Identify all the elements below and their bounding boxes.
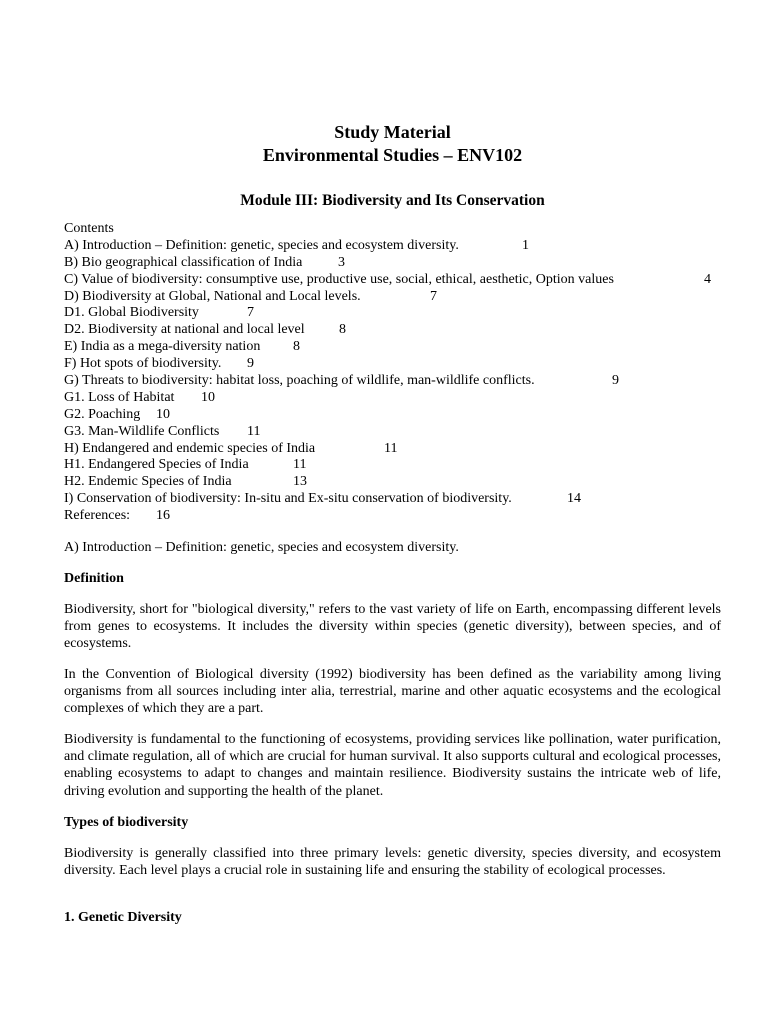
toc-item [64,491,721,508]
toc-item-page: 9 [612,373,619,389]
genetic-diversity-heading: 1. Genetic Diversity [64,910,182,925]
course-title: Environmental Studies – ENV102 [262,145,523,165]
toc-item-text: H1. Endangered Species of India [64,457,249,473]
toc-item-page: 11 [247,423,261,439]
toc-item [64,508,721,525]
toc-item [64,255,721,272]
toc-item-page: 7 [430,288,437,304]
definition-heading: Definition [64,571,124,586]
toc-item [64,238,721,255]
toc-item-page: 8 [293,339,300,355]
toc-item-text: I) Conservation of biodiversity: In-situ and Ex-situ conservation of biodiversity. [64,491,512,507]
toc-item [64,322,721,339]
toc-item [64,305,721,322]
toc-item-page: 9 [247,356,254,372]
toc-item-text: H2. Endemic Species of India [64,474,232,490]
toc-item-page: 13 [293,474,307,490]
toc-item-text: H) Endangered and endemic species of India [64,440,316,456]
toc-item [64,390,721,407]
toc-item-page: 11 [293,457,307,473]
toc-item [64,339,721,356]
toc-item-page: 10 [201,389,215,405]
toc-item-text: F) Hot spots of biodiversity. [64,356,222,372]
types-of-biodiversity-heading: Types of biodiversity [64,815,189,830]
toc-item-text: E) India as a mega-diversity nation [64,339,261,355]
toc-item-page: 16 [156,508,170,524]
toc-item-text: D1. Global Biodiversity [64,305,199,321]
paragraph-biodiversity-levels: Biodiversity is generally classified into three primary levels: genetic diversity, species diversity, and ecosystem diversity. Each level plays a crucial role in sustaining life and ensuring the stability of ecological processes. [64,846,721,879]
paragraph-biodiversity-importance: Biodiversity is fundamental to the functioning of ecosystems, providing services like pollination, water purification, and climate regulation, all of which are crucial for human survival. It also supports cultural and ecological processes, enabling ecosystems to adapt to changes and maintain resilience. Biodiversity sustains the intricate web of life, driving evolution and supporting the health of the planet. [64,732,721,799]
paragraph-biodiversity-definition: Biodiversity, short for "biological diversity," refers to the vast variety of life on Earth, encompassing different levels from genes to ecosystems. It includes the diversity within species (genetic diversity), between species, and of ecosystems. [64,602,721,652]
document-title: Study Material [334,122,451,142]
toc-item-text: D) Biodiversity at Global, National and Local levels. [64,288,361,304]
module-title: Module III: Biodiversity and Its Conservation [240,192,545,209]
toc-item [64,424,721,441]
toc-item [64,373,721,390]
toc-item [64,289,721,306]
toc-item-text: B) Bio geographical classification of India [64,254,303,270]
toc-item-text: References: [64,508,131,524]
paragraph-convention-definition: In the Convention of Biological diversity (1992) biodiversity has been defined as the variability among living organisms from all sources including inter alia, terrestrial, marine and other aquatic ecosystems and the ecological complexes of which they are a part. [64,667,721,717]
toc-item-page: 1 [522,237,529,253]
toc-item-page: 10 [156,406,170,422]
toc-item [64,356,721,373]
toc-item-page: 8 [339,322,346,338]
toc-item-text: G) Threats to biodiversity: habitat loss, poaching of wildlife, man-wildlife conflicts. [64,373,535,389]
toc-item [64,272,721,289]
toc-item-text: D2. Biodiversity at national and local level [64,322,305,338]
toc-item-page: 14 [567,491,581,507]
toc-item-page: 3 [338,254,345,270]
section-heading-introduction: A) Introduction – Definition: genetic, species and ecosystem diversity. [64,540,459,555]
toc-item-page: 4 [704,271,711,287]
toc-item [64,457,721,474]
table-of-contents [64,221,721,525]
toc-item-page: 11 [384,440,398,456]
toc-item-page: 7 [247,305,254,321]
toc-item-text: C) Value of biodiversity: consumptive use, productive use, social, ethical, aesthetic, Option values [64,271,614,287]
toc-item [64,441,721,458]
toc-item-text: G3. Man-Wildlife Conflicts [64,423,220,439]
toc-item-text: G2. Poaching [64,406,141,422]
toc-item-text: A) Introduction – Definition: genetic, species and ecosystem diversity. [64,237,459,253]
contents-heading: Contents [64,221,114,236]
toc-item-text: G1. Loss of Habitat [64,389,175,405]
toc-item [64,407,721,424]
toc-item [64,474,721,491]
